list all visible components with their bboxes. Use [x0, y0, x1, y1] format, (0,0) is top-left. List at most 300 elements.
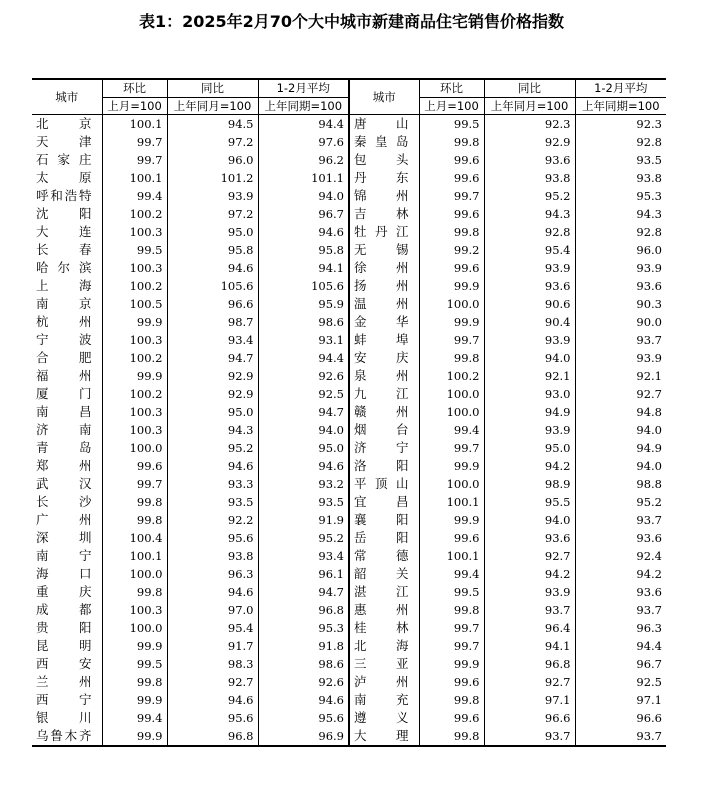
- city-name: 遵义: [349, 709, 419, 727]
- yoy-value: 93.0: [484, 385, 575, 403]
- avg-value: 92.6: [258, 367, 349, 385]
- table-title: 表1：2025年2月70个大中城市新建商品住宅销售价格指数: [138, 12, 565, 31]
- city-name: 长沙: [32, 493, 102, 511]
- table-row: [32, 187, 666, 205]
- table-row: [32, 709, 666, 727]
- table-row: [32, 547, 666, 565]
- city-name: 锦州: [349, 187, 419, 205]
- avg-value: 96.2: [258, 151, 349, 169]
- mom-value: 100.0: [102, 619, 167, 637]
- mom-value: 99.9: [102, 727, 167, 746]
- mom-value: 100.1: [419, 493, 484, 511]
- mom-value: 99.8: [419, 727, 484, 746]
- avg-value: 97.1: [636, 693, 662, 707]
- mom-value: 100.2: [419, 367, 484, 385]
- yoy-value: 94.1: [484, 637, 575, 655]
- avg-value: 96.7: [258, 205, 349, 223]
- table-row: [32, 385, 666, 403]
- mom-value: 99.8: [102, 511, 167, 529]
- table-row: [32, 421, 666, 439]
- avg-value: 98.8: [636, 477, 662, 491]
- yoy-value: 93.9: [484, 331, 575, 349]
- header-yoy-right: 同比: [484, 79, 575, 98]
- yoy-value: 95.0: [167, 223, 258, 241]
- mom-value: 99.7: [419, 331, 484, 349]
- mom-value: 99.6: [419, 673, 484, 691]
- yoy-value: 94.6: [167, 691, 258, 709]
- table-row: [32, 583, 666, 601]
- city-name: 金华: [349, 313, 419, 331]
- city-name: 昆明: [32, 637, 102, 655]
- avg-value: 91.8: [258, 637, 349, 655]
- city-name: 常德: [349, 547, 419, 565]
- mom-value: 100.1: [102, 115, 167, 134]
- yoy-value: 93.9: [167, 187, 258, 205]
- yoy-value: 92.8: [484, 223, 575, 241]
- mom-value: 100.3: [102, 259, 167, 277]
- city-name: 大连: [32, 223, 102, 241]
- mom-value: 99.6: [419, 259, 484, 277]
- mom-value: 99.5: [419, 115, 484, 134]
- city-name: 无锡: [349, 241, 419, 259]
- avg-value: 105.6: [258, 277, 349, 295]
- avg-value: 92.6: [258, 673, 349, 691]
- mom-value: 99.8: [102, 493, 167, 511]
- yoy-value: 97.2: [167, 205, 258, 223]
- mom-value: 99.8: [102, 583, 167, 601]
- yoy-value: 105.6: [167, 277, 258, 295]
- avg-value: 97.6: [258, 133, 349, 151]
- avg-value: 92.8: [636, 225, 662, 239]
- yoy-value: 93.3: [167, 475, 258, 493]
- avg-value: 93.9: [636, 261, 662, 275]
- city-name: 秦皇岛: [349, 133, 419, 151]
- header-yoy-base-right: 上年同月=100: [484, 98, 575, 115]
- mom-value: 99.6: [419, 169, 484, 187]
- mom-value: 99.4: [102, 187, 167, 205]
- table-row: [32, 601, 666, 619]
- header-avg-base-right: 上年同期=100: [575, 98, 666, 115]
- yoy-value: 94.0: [484, 349, 575, 367]
- mom-value: 99.7: [419, 637, 484, 655]
- city-name: 呼和浩特: [32, 187, 102, 205]
- yoy-value: 98.3: [167, 655, 258, 673]
- yoy-value: 98.9: [484, 475, 575, 493]
- city-name: 重庆: [32, 583, 102, 601]
- city-name: 湛江: [349, 583, 419, 601]
- header-avg-left: 1-2月平均: [258, 79, 349, 98]
- avg-value: 94.9: [636, 441, 662, 455]
- yoy-value: 92.9: [484, 133, 575, 151]
- city-name: 贵阳: [32, 619, 102, 637]
- city-name: 桂林: [349, 619, 419, 637]
- yoy-value: 94.9: [484, 403, 575, 421]
- table-header: [32, 79, 666, 115]
- table-row: [32, 439, 666, 457]
- mom-value: 99.7: [419, 439, 484, 457]
- yoy-value: 93.6: [484, 151, 575, 169]
- mom-value: 100.2: [102, 385, 167, 403]
- yoy-value: 93.5: [167, 493, 258, 511]
- city-name: 福州: [32, 367, 102, 385]
- avg-value: 93.6: [636, 531, 662, 545]
- table-row: [32, 727, 666, 746]
- table-row: [32, 241, 666, 259]
- avg-value: 95.9: [258, 295, 349, 313]
- avg-value: 90.3: [636, 297, 662, 311]
- avg-value: 93.9: [636, 351, 662, 365]
- yoy-value: 94.7: [167, 349, 258, 367]
- avg-value: 95.8: [258, 241, 349, 259]
- city-name: 哈尔滨: [32, 259, 102, 277]
- mom-value: 100.3: [102, 421, 167, 439]
- yoy-value: 98.7: [167, 313, 258, 331]
- avg-value: 93.1: [258, 331, 349, 349]
- avg-value: 94.2: [636, 567, 662, 581]
- city-name: 襄阳: [349, 511, 419, 529]
- mom-value: 99.4: [419, 565, 484, 583]
- price-index-table: [32, 78, 666, 747]
- avg-value: 93.7: [636, 513, 662, 527]
- avg-value: 96.0: [636, 243, 662, 257]
- city-name: 长春: [32, 241, 102, 259]
- yoy-value: 94.3: [484, 205, 575, 223]
- city-name: 韶关: [349, 565, 419, 583]
- city-name: 岳阳: [349, 529, 419, 547]
- city-name: 宁波: [32, 331, 102, 349]
- header-mom-right: 环比: [419, 79, 484, 98]
- yoy-value: 94.6: [167, 259, 258, 277]
- avg-value: 92.5: [636, 675, 662, 689]
- table-row: [32, 655, 666, 673]
- city-name: 杭州: [32, 313, 102, 331]
- yoy-value: 93.9: [484, 583, 575, 601]
- mom-value: 99.2: [419, 241, 484, 259]
- mom-value: 99.6: [419, 205, 484, 223]
- yoy-value: 96.6: [484, 709, 575, 727]
- yoy-value: 92.1: [484, 367, 575, 385]
- avg-value: 93.6: [636, 279, 662, 293]
- city-name: 深圳: [32, 529, 102, 547]
- table-row: [32, 367, 666, 385]
- city-name: 蚌埠: [349, 331, 419, 349]
- avg-value: 94.7: [258, 583, 349, 601]
- header-mom-base-right: 上月=100: [419, 98, 484, 115]
- mom-value: 99.7: [102, 151, 167, 169]
- yoy-value: 96.3: [167, 565, 258, 583]
- mom-value: 100.1: [102, 169, 167, 187]
- header-mom-base-left: 上月=100: [102, 98, 167, 115]
- city-name: 泉州: [349, 367, 419, 385]
- city-name: 银川: [32, 709, 102, 727]
- yoy-value: 94.5: [167, 115, 258, 134]
- city-name: 包头: [349, 151, 419, 169]
- avg-value: 93.7: [636, 333, 662, 347]
- avg-value: 98.6: [258, 313, 349, 331]
- city-name: 平顶山: [349, 475, 419, 493]
- mom-value: 99.5: [102, 241, 167, 259]
- city-name: 南昌: [32, 403, 102, 421]
- avg-value: 92.5: [258, 385, 349, 403]
- table-row: [32, 619, 666, 637]
- yoy-value: 96.6: [167, 295, 258, 313]
- city-name: 赣州: [349, 403, 419, 421]
- mom-value: 99.7: [419, 187, 484, 205]
- city-name: 北海: [349, 637, 419, 655]
- yoy-value: 93.7: [484, 727, 575, 746]
- avg-value: 94.6: [258, 691, 349, 709]
- city-name: 三亚: [349, 655, 419, 673]
- city-name: 南宁: [32, 547, 102, 565]
- yoy-value: 96.4: [484, 619, 575, 637]
- city-name: 吉林: [349, 205, 419, 223]
- yoy-value: 101.2: [167, 169, 258, 187]
- table-row: [32, 169, 666, 187]
- mom-value: 100.0: [419, 295, 484, 313]
- table-row: [32, 295, 666, 313]
- yoy-value: 92.7: [484, 673, 575, 691]
- avg-value: 93.2: [258, 475, 349, 493]
- city-name: 成都: [32, 601, 102, 619]
- avg-value: 93.7: [575, 727, 666, 746]
- city-name: 兰州: [32, 673, 102, 691]
- mom-value: 100.0: [419, 385, 484, 403]
- avg-value: 95.2: [636, 495, 662, 509]
- yoy-value: 91.7: [167, 637, 258, 655]
- mom-value: 100.2: [102, 349, 167, 367]
- yoy-value: 95.6: [167, 709, 258, 727]
- city-name: 徐州: [349, 259, 419, 277]
- yoy-value: 92.2: [167, 511, 258, 529]
- yoy-value: 92.9: [167, 367, 258, 385]
- table-row: [32, 637, 666, 655]
- avg-value: 94.4: [636, 639, 662, 653]
- yoy-value: 92.3: [484, 115, 575, 134]
- yoy-value: 95.4: [484, 241, 575, 259]
- avg-value: 92.8: [636, 135, 662, 149]
- city-name: 西宁: [32, 691, 102, 709]
- table-row: [32, 691, 666, 709]
- table-row: [32, 565, 666, 583]
- city-name: 海口: [32, 565, 102, 583]
- avg-value: 94.0: [636, 459, 662, 473]
- table-row: [32, 511, 666, 529]
- yoy-value: 95.8: [167, 241, 258, 259]
- yoy-value: 93.8: [167, 547, 258, 565]
- table-body: [32, 115, 666, 747]
- mom-value: 100.0: [419, 475, 484, 493]
- mom-value: 99.8: [419, 691, 484, 709]
- city-name: 宜昌: [349, 493, 419, 511]
- city-name: 温州: [349, 295, 419, 313]
- city-name: 厦门: [32, 385, 102, 403]
- yoy-value: 94.3: [167, 421, 258, 439]
- avg-value: 94.0: [258, 421, 349, 439]
- avg-value: 95.3: [636, 189, 662, 203]
- yoy-value: 90.6: [484, 295, 575, 313]
- avg-value: 96.3: [636, 621, 662, 635]
- yoy-value: 92.7: [484, 547, 575, 565]
- yoy-value: 92.9: [167, 385, 258, 403]
- mom-value: 100.5: [102, 295, 167, 313]
- avg-value: 101.1: [258, 169, 349, 187]
- city-name: 烟台: [349, 421, 419, 439]
- mom-value: 100.3: [102, 331, 167, 349]
- table-row: [32, 133, 666, 151]
- city-name: 合肥: [32, 349, 102, 367]
- city-name: 九江: [349, 385, 419, 403]
- mom-value: 99.9: [102, 313, 167, 331]
- yoy-value: 90.4: [484, 313, 575, 331]
- avg-value: 96.8: [258, 601, 349, 619]
- avg-value: 98.6: [258, 655, 349, 673]
- mom-value: 99.9: [419, 655, 484, 673]
- city-name: 丹东: [349, 169, 419, 187]
- avg-value: 92.7: [636, 387, 662, 401]
- city-name: 安庆: [349, 349, 419, 367]
- mom-value: 99.9: [419, 511, 484, 529]
- mom-value: 99.4: [102, 709, 167, 727]
- yoy-value: 93.9: [484, 259, 575, 277]
- city-name: 天津: [32, 133, 102, 151]
- header-yoy-left: 同比: [167, 79, 258, 98]
- yoy-value: 94.6: [167, 583, 258, 601]
- header-avg-base-left: 上年同期=100: [258, 98, 349, 115]
- mom-value: 99.4: [419, 421, 484, 439]
- mom-value: 99.6: [419, 529, 484, 547]
- table-row: [32, 457, 666, 475]
- yoy-value: 95.0: [484, 439, 575, 457]
- mom-value: 99.8: [419, 223, 484, 241]
- mom-value: 99.5: [419, 583, 484, 601]
- mom-value: 99.9: [102, 691, 167, 709]
- mom-value: 99.7: [102, 133, 167, 151]
- yoy-value: 95.0: [167, 403, 258, 421]
- avg-value: 92.4: [636, 549, 662, 563]
- avg-value: 92.1: [636, 369, 662, 383]
- table-row: [32, 349, 666, 367]
- mom-value: 99.6: [102, 457, 167, 475]
- yoy-value: 93.8: [484, 169, 575, 187]
- city-name: 泸州: [349, 673, 419, 691]
- city-name: 太原: [32, 169, 102, 187]
- yoy-value: 97.1: [484, 691, 575, 709]
- yoy-value: 96.0: [167, 151, 258, 169]
- city-name: 大理: [349, 727, 419, 746]
- yoy-value: 94.6: [167, 457, 258, 475]
- avg-value: 96.7: [636, 657, 662, 671]
- avg-value: 91.9: [258, 511, 349, 529]
- table-row: [32, 529, 666, 547]
- city-name: 沈阳: [32, 205, 102, 223]
- yoy-value: 95.2: [167, 439, 258, 457]
- mom-value: 99.9: [419, 313, 484, 331]
- avg-value: 93.8: [636, 171, 662, 185]
- table-row: [32, 313, 666, 331]
- avg-value: 94.6: [258, 457, 349, 475]
- table-row: [32, 151, 666, 169]
- table-row: [32, 259, 666, 277]
- mom-value: 99.9: [419, 277, 484, 295]
- city-name: 济南: [32, 421, 102, 439]
- table-row: [32, 673, 666, 691]
- yoy-value: 93.9: [484, 421, 575, 439]
- table-row: [32, 403, 666, 421]
- header-city-left: 城市: [32, 79, 102, 115]
- city-name: 扬州: [349, 277, 419, 295]
- avg-value: 90.0: [636, 315, 662, 329]
- header-city-right: 城市: [349, 79, 419, 115]
- header-mom-left: 环比: [102, 79, 167, 98]
- city-name: 洛阳: [349, 457, 419, 475]
- avg-value: 95.0: [258, 439, 349, 457]
- city-name: 惠州: [349, 601, 419, 619]
- mom-value: 100.1: [102, 547, 167, 565]
- header-yoy-base-left: 上年同月=100: [167, 98, 258, 115]
- avg-value: 94.7: [258, 403, 349, 421]
- yoy-value: 94.2: [484, 457, 575, 475]
- mom-value: 99.8: [419, 601, 484, 619]
- yoy-value: 95.6: [167, 529, 258, 547]
- city-name: 南京: [32, 295, 102, 313]
- table-row: [32, 493, 666, 511]
- yoy-value: 93.6: [484, 529, 575, 547]
- avg-value: 94.4: [258, 349, 349, 367]
- avg-value: 94.0: [258, 187, 349, 205]
- city-name: 乌鲁木齐: [32, 727, 102, 746]
- city-name: 上海: [32, 277, 102, 295]
- city-name: 西安: [32, 655, 102, 673]
- mom-value: 100.3: [102, 601, 167, 619]
- city-name: 武汉: [32, 475, 102, 493]
- avg-value: 93.4: [258, 547, 349, 565]
- city-name: 唐山: [349, 115, 419, 134]
- avg-value: 93.5: [636, 153, 662, 167]
- yoy-value: 93.7: [484, 601, 575, 619]
- mom-value: 100.0: [419, 403, 484, 421]
- city-name: 济宁: [349, 439, 419, 457]
- avg-value: 94.1: [258, 259, 349, 277]
- mom-value: 100.3: [102, 403, 167, 421]
- city-name: 南充: [349, 691, 419, 709]
- avg-value: 94.8: [636, 405, 662, 419]
- avg-value: 96.6: [636, 711, 662, 725]
- table-row: [32, 115, 666, 134]
- mom-value: 99.9: [102, 637, 167, 655]
- yoy-value: 95.4: [167, 619, 258, 637]
- yoy-value: 93.6: [484, 277, 575, 295]
- yoy-value: 96.8: [167, 727, 258, 746]
- avg-value: 94.3: [636, 207, 662, 221]
- yoy-value: 94.0: [484, 511, 575, 529]
- yoy-value: 95.2: [484, 187, 575, 205]
- mom-value: 100.4: [102, 529, 167, 547]
- mom-value: 100.2: [102, 205, 167, 223]
- city-name: 牡丹江: [349, 223, 419, 241]
- mom-value: 99.7: [419, 619, 484, 637]
- avg-value: 94.6: [258, 223, 349, 241]
- mom-value: 100.0: [102, 439, 167, 457]
- city-name: 郑州: [32, 457, 102, 475]
- avg-value: 95.3: [258, 619, 349, 637]
- avg-value: 96.9: [258, 727, 349, 746]
- avg-value: 96.1: [258, 565, 349, 583]
- avg-value: 92.3: [636, 117, 662, 131]
- city-name: 青岛: [32, 439, 102, 457]
- mom-value: 100.3: [102, 223, 167, 241]
- table-row: [32, 205, 666, 223]
- yoy-value: 97.2: [167, 133, 258, 151]
